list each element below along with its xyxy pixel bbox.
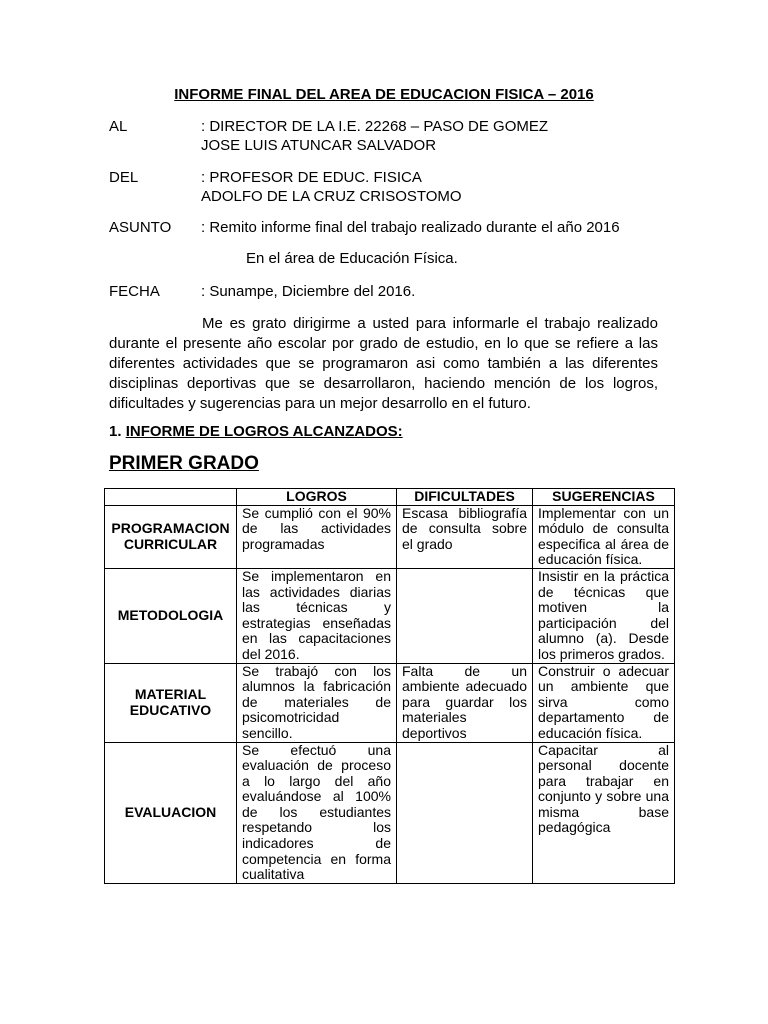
row-area-cell: PROGRAMACION CURRICULAR bbox=[105, 505, 237, 568]
header-del-line2: ADOLFO DE LA CRUZ CRISOSTOMO bbox=[201, 188, 462, 205]
document-title: INFORME FINAL DEL AREA DE EDUCACION FISICA – 2016 bbox=[174, 86, 594, 103]
header-fecha-label: FECHA bbox=[109, 283, 160, 300]
logros-table bbox=[104, 488, 675, 884]
table-header-row bbox=[105, 489, 675, 506]
row-logros-cell: Se implementaron en las actividades diarias las técnicas y estrategias enseñadas en las capacitaciones del 2016. bbox=[237, 568, 397, 663]
table-row bbox=[105, 568, 675, 663]
row-dificultades-cell bbox=[397, 742, 533, 883]
header-asunto-line2: En el área de Educación Física. bbox=[246, 250, 458, 267]
table-row bbox=[105, 505, 675, 568]
header-del-value bbox=[201, 169, 671, 206]
row-logros-cell: Se trabajó con los alumnos la fabricación de materiales de psicomotricidad sencillo. bbox=[237, 663, 397, 742]
table-header-blank bbox=[105, 489, 237, 506]
header-al-line2: JOSE LUIS ATUNCAR SALVADOR bbox=[201, 137, 437, 154]
row-dificultades-cell: Escasa bibliografía de consulta sobre el grado bbox=[397, 505, 533, 568]
row-area-cell: EVALUACION bbox=[105, 742, 237, 883]
section-heading bbox=[109, 423, 403, 441]
header-al-label: AL bbox=[109, 118, 128, 135]
row-area-cell: METODOLOGIA bbox=[105, 568, 237, 663]
grade-heading: PRIMER GRADO bbox=[109, 453, 259, 474]
table-header-dificultades: DIFICULTADES bbox=[397, 489, 533, 506]
section-title: INFORME DE LOGROS ALCANZADOS: bbox=[125, 423, 403, 440]
section-number: 1. bbox=[109, 423, 122, 440]
row-sugerencias-cell: Capacitar al personal docente para trabajar en conjunto y sobre una misma base pedagógica bbox=[533, 742, 675, 883]
row-logros-cell: Se cumplió con el 90% de las actividades programadas bbox=[237, 505, 397, 568]
row-sugerencias-cell: Construir o adecuar un ambiente que sirva como departamento de educación física. bbox=[533, 663, 675, 742]
header-del-line1: : PROFESOR DE EDUC. FISICA bbox=[201, 169, 422, 186]
table-row bbox=[105, 742, 675, 883]
header-al-value bbox=[201, 118, 671, 155]
table-row bbox=[105, 663, 675, 742]
row-area-cell: MATERIAL EDUCATIVO bbox=[105, 663, 237, 742]
header-fecha-value: : Sunampe, Diciembre del 2016. bbox=[201, 283, 416, 300]
header-al-line1: : DIRECTOR DE LA I.E. 22268 – PASO DE GOMEZ bbox=[201, 118, 549, 135]
table-header-sugerencias: SUGERENCIAS bbox=[533, 489, 675, 506]
table-header-logros: LOGROS bbox=[237, 489, 397, 506]
intro-paragraph: Me es grato dirigirme a usted para informarle el trabajo realizado durante el presente año escolar por grado de estudio, en lo que se refiere a las diferentes actividades que se programaron asi como también a las diferentes disciplinas deportivas que se desarrollaron, haciendo mención de los logros, dificultades y sugerencias para un mejor desarrollo en el futuro. bbox=[109, 315, 658, 412]
header-asunto-line1: : Remito informe final del trabajo realizado durante el año 2016 bbox=[201, 219, 620, 236]
row-logros-cell: Se efectuó una evaluación de proceso a lo largo del año evaluándose al 100% de los estudiantes respetando los indicadores de competencia en forma cualitativa bbox=[237, 742, 397, 883]
header-del-label: DEL bbox=[109, 169, 139, 186]
row-dificultades-cell bbox=[397, 568, 533, 663]
header-asunto-label: ASUNTO bbox=[109, 219, 172, 236]
row-dificultades-cell: Falta de un ambiente adecuado para guardar los materiales deportivos bbox=[397, 663, 533, 742]
row-sugerencias-cell: Insistir en la práctica de técnicas que motiven la participación del alumno (a). Desde los primeros grados. bbox=[533, 568, 675, 663]
row-sugerencias-cell: Implementar con un módulo de consulta especifica al área de educación física. bbox=[533, 505, 675, 568]
